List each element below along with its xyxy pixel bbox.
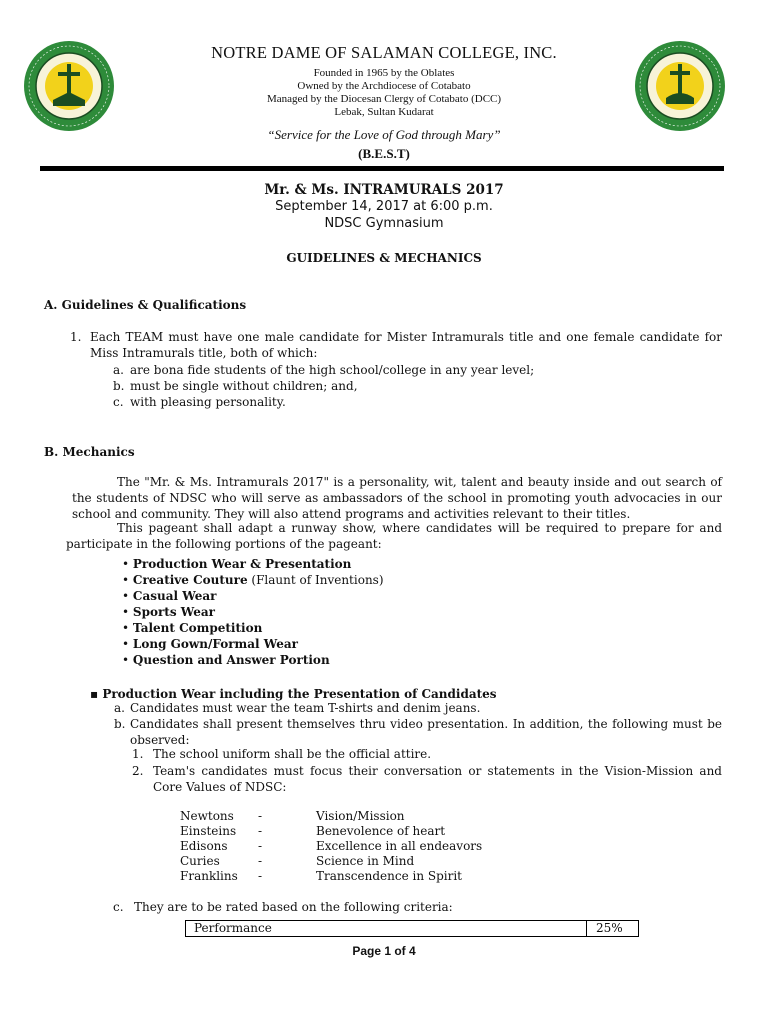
subitem-b-letter: b. [113, 379, 125, 393]
production-a-text: Candidates must wear the team T-shirts and denim jeans. [130, 701, 481, 715]
criteria-table-row [185, 920, 639, 937]
portion-label: Talent Competition [132, 621, 263, 635]
subitem-b-text: must be single without children; and, [130, 379, 358, 393]
location-line: Lebak, Sultan Kudarat [334, 106, 434, 118]
criteria-divider [586, 921, 587, 936]
team-name: Einsteins [180, 824, 237, 838]
rule-1-text: The school uniform shall be the official attire. [153, 747, 432, 761]
mechanics-paragraph-1: The "Mr. & Ms. Intramurals 2017" is a personality, wit, talent and beauty inside and out search of the students of NDSC who will serve as ambassadors of the school in promoting youth advocacies in our school and community. They will also attend programs and activities relevant to their titles. [72, 475, 722, 521]
production-b-letter: b. [114, 717, 126, 731]
team-value: Vision/Mission [316, 809, 405, 823]
team-value: Science in Mind [316, 854, 415, 868]
portion-label: Production Wear & Presentation [132, 557, 352, 571]
managed-line: Managed by the Diocesan Clergy of Cotabato (DCC) [266, 93, 502, 105]
acronym: (B.E.S.T) [358, 146, 410, 161]
section-a-title: A. Guidelines & Qualifications [44, 298, 247, 312]
portion-item: • Talent Competition [122, 621, 263, 635]
motto: “Service for the Love of God through Mary” [267, 127, 501, 142]
event-title: Mr. & Ms. INTRAMURALS 2017 [264, 182, 504, 198]
item1-text-content: Each TEAM must have one male candidate for Mister Intramurals title and one female candidate for Miss Intramurals title, both of which: [90, 330, 722, 360]
portion-label: Casual Wear [132, 589, 217, 603]
item1-number: 1. [70, 330, 82, 344]
production-c-text: They are to be rated based on the following criteria: [134, 900, 453, 914]
subitem-a-letter: a. [113, 363, 124, 377]
portion-label: Long Gown/Formal Wear [132, 637, 298, 651]
portion-label: Creative Couture [132, 573, 248, 587]
team-dash: - [258, 839, 263, 853]
guidelines-heading: GUIDELINES & MECHANICS [286, 251, 482, 265]
portion-label: Sports Wear [132, 605, 215, 619]
portion-label: Question and Answer Portion [132, 653, 330, 667]
item1-text [90, 329, 722, 361]
subitem-a-text: are bona fide students of the high school/college in any year level; [130, 363, 535, 377]
portion-item: • Creative Couture (Flaunt of Inventions) [122, 573, 384, 587]
subitem-c-letter: c. [113, 395, 124, 409]
team-dash: - [258, 824, 263, 838]
team-dash: - [258, 869, 263, 883]
founded-line: Founded in 1965 by the Oblates [313, 67, 455, 79]
team-name: Curies [180, 854, 220, 868]
team-dash: - [258, 809, 263, 823]
production-c-letter: c. [113, 900, 124, 914]
portion-item: • Production Wear & Presentation [122, 557, 352, 571]
team-value: Excellence in all endeavors [316, 839, 483, 853]
event-date: September 14, 2017 at 6:00 p.m. [275, 199, 493, 214]
header-divider [40, 166, 724, 171]
page-number: Page 1 of 4 [352, 944, 416, 958]
production-heading: ▪ Production Wear including the Presentation of Candidates [90, 687, 497, 701]
team-name: Newtons [180, 809, 234, 823]
team-value: Benevolence of heart [316, 824, 446, 838]
college-name: NOTRE DAME OF SALAMAN COLLEGE, INC. [211, 43, 557, 62]
rule-2-text: Team's candidates must focus their conversation or statements in the Vision-Mission and Core Values of NDSC: [153, 764, 722, 794]
team-dash: - [258, 854, 263, 868]
portion-extra: (Flaunt of Inventions) [247, 573, 384, 587]
portion-item: • Question and Answer Portion [122, 653, 330, 667]
team-name: Edisons [180, 839, 228, 853]
production-title: Production Wear including the Presentation of Candidates [102, 687, 497, 701]
rule-1-number: 1. [132, 747, 144, 761]
section-b-title: B. Mechanics [44, 445, 135, 459]
mechanics-paragraph-2: This pageant shall adapt a runway show, where candidates will be required to prepare for and participate in the following portions of the pageant: [66, 521, 722, 551]
criteria-name: Performance [194, 921, 272, 935]
team-value: Transcendence in Spirit [316, 869, 462, 883]
production-b-text: Candidates shall present themselves thru video presentation. In addition, the following must be observed: [130, 717, 722, 747]
event-venue: NDSC Gymnasium [324, 216, 444, 231]
portion-item: • Casual Wear [122, 589, 217, 603]
rule-2-number: 2. [132, 764, 144, 778]
production-a-letter: a. [114, 701, 125, 715]
criteria-weight: 25% [596, 921, 623, 935]
portion-item: • Long Gown/Formal Wear [122, 637, 298, 651]
portion-item: • Sports Wear [122, 605, 215, 619]
owned-line: Owned by the Archdiocese of Cotabato [297, 80, 471, 92]
team-name: Franklins [180, 869, 238, 883]
subitem-c-text: with pleasing personality. [130, 395, 286, 409]
